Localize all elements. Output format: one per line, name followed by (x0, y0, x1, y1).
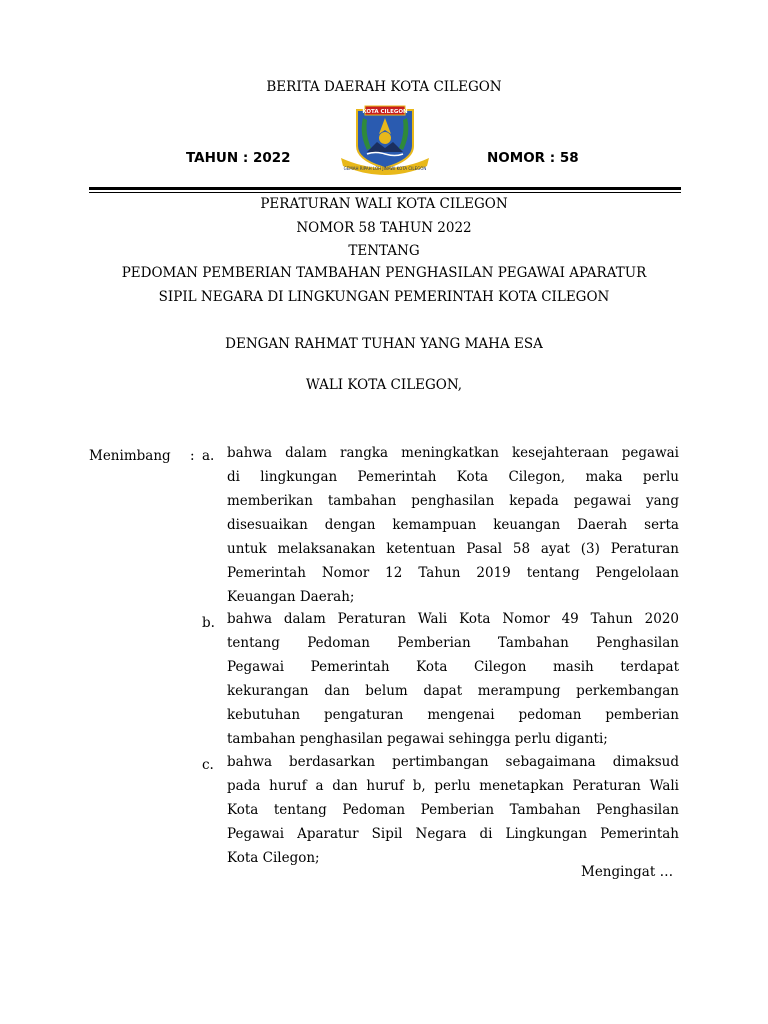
item-marker-b: b. (202, 615, 215, 631)
item-marker-a: a. (202, 448, 215, 464)
item-b-line: kebutuhan pengaturan mengenai pedoman pemberian (227, 707, 679, 723)
item-c-line: Kota Cilegon; (227, 850, 320, 866)
item-a-line: memberikan tambahan penghasilan kepada pegawai yang (227, 493, 679, 509)
item-c-line: Pegawai Aparatur Sipil Negara di Lingkungan Pemerintah (227, 826, 679, 842)
item-c-line: pada huruf a dan huruf b, perlu menetapkan Peraturan Wali (227, 778, 679, 794)
header-rule-thick (89, 187, 681, 190)
item-a-line: disesuaikan dengan kemampuan keuangan Daerah serta (227, 517, 679, 533)
regulation-title: PERATURAN WALI KOTA CILEGON (260, 196, 508, 212)
item-b-line: bahwa dalam Peraturan Wali Kota Nomor 49 Tahun 2020 (227, 611, 679, 627)
regulation-subject-line1: PEDOMAN PEMBERIAN TAMBAHAN PENGHASILAN PEGAWAI APARATUR (121, 265, 647, 281)
item-marker-c: c. (202, 757, 214, 773)
item-a-line: Keuangan Daerah; (227, 589, 355, 605)
city-emblem-icon (337, 104, 433, 176)
regulation-number: NOMOR 58 TAHUN 2022 (296, 220, 472, 236)
item-c-line: bahwa berdasarkan pertimbangan sebagaimana dimaksud (227, 754, 679, 770)
item-a-line: di lingkungan Pemerintah Kota Cilegon, maka perlu (227, 469, 679, 485)
item-a-line: untuk melaksanakan ketentuan Pasal 58 ayat (3) Peraturan (227, 541, 679, 557)
item-b-line: tentang Pedoman Pemberian Tambahan Penghasilan (227, 635, 679, 651)
preamble-walikota: WALI KOTA CILEGON, (305, 377, 463, 393)
header-rule-thin (89, 192, 681, 193)
regulation-subject-line2: SIPIL NEGARA DI LINGKUNGAN PEMERINTAH KOTA CILEGON (158, 289, 610, 305)
item-a-line: bahwa dalam rangka meningkatkan kesejahteraan pegawai (227, 445, 679, 461)
item-b-line: Pegawai Pemerintah Kota Cilegon masih terdapat (227, 659, 679, 675)
number-label: NOMOR : 58 (487, 150, 579, 166)
logo-motto: GEMAH RIPAH LOH JINAWI KOTA CILEGON (343, 166, 427, 171)
item-b-line: tambahan penghasilan pegawai sehingga perlu diganti; (227, 731, 608, 747)
item-c-line: Kota tentang Pedoman Pemberian Tambahan Penghasilan (227, 802, 679, 818)
item-b-line: kekurangan dan belum dapat merampung perkembangan (227, 683, 679, 699)
item-b-text (227, 607, 679, 751)
menimbang-label: Menimbang (89, 448, 171, 464)
menimbang-separator: : (190, 448, 195, 464)
year-label: TAHUN : 2022 (186, 150, 291, 166)
item-a-text (227, 441, 679, 609)
preamble-rahmat: DENGAN RAHMAT TUHAN YANG MAHA ESA (225, 336, 543, 352)
regulation-about: TENTANG (348, 243, 420, 259)
continuation-note: Mengingat … (581, 864, 674, 880)
logo-banner: KOTA CILEGON (362, 109, 408, 115)
item-c-text (227, 750, 679, 870)
publication-title: BERITA DAERAH KOTA CILEGON (266, 79, 502, 95)
item-a-line: Pemerintah Nomor 12 Tahun 2019 tentang Pengelolaan (227, 565, 679, 581)
